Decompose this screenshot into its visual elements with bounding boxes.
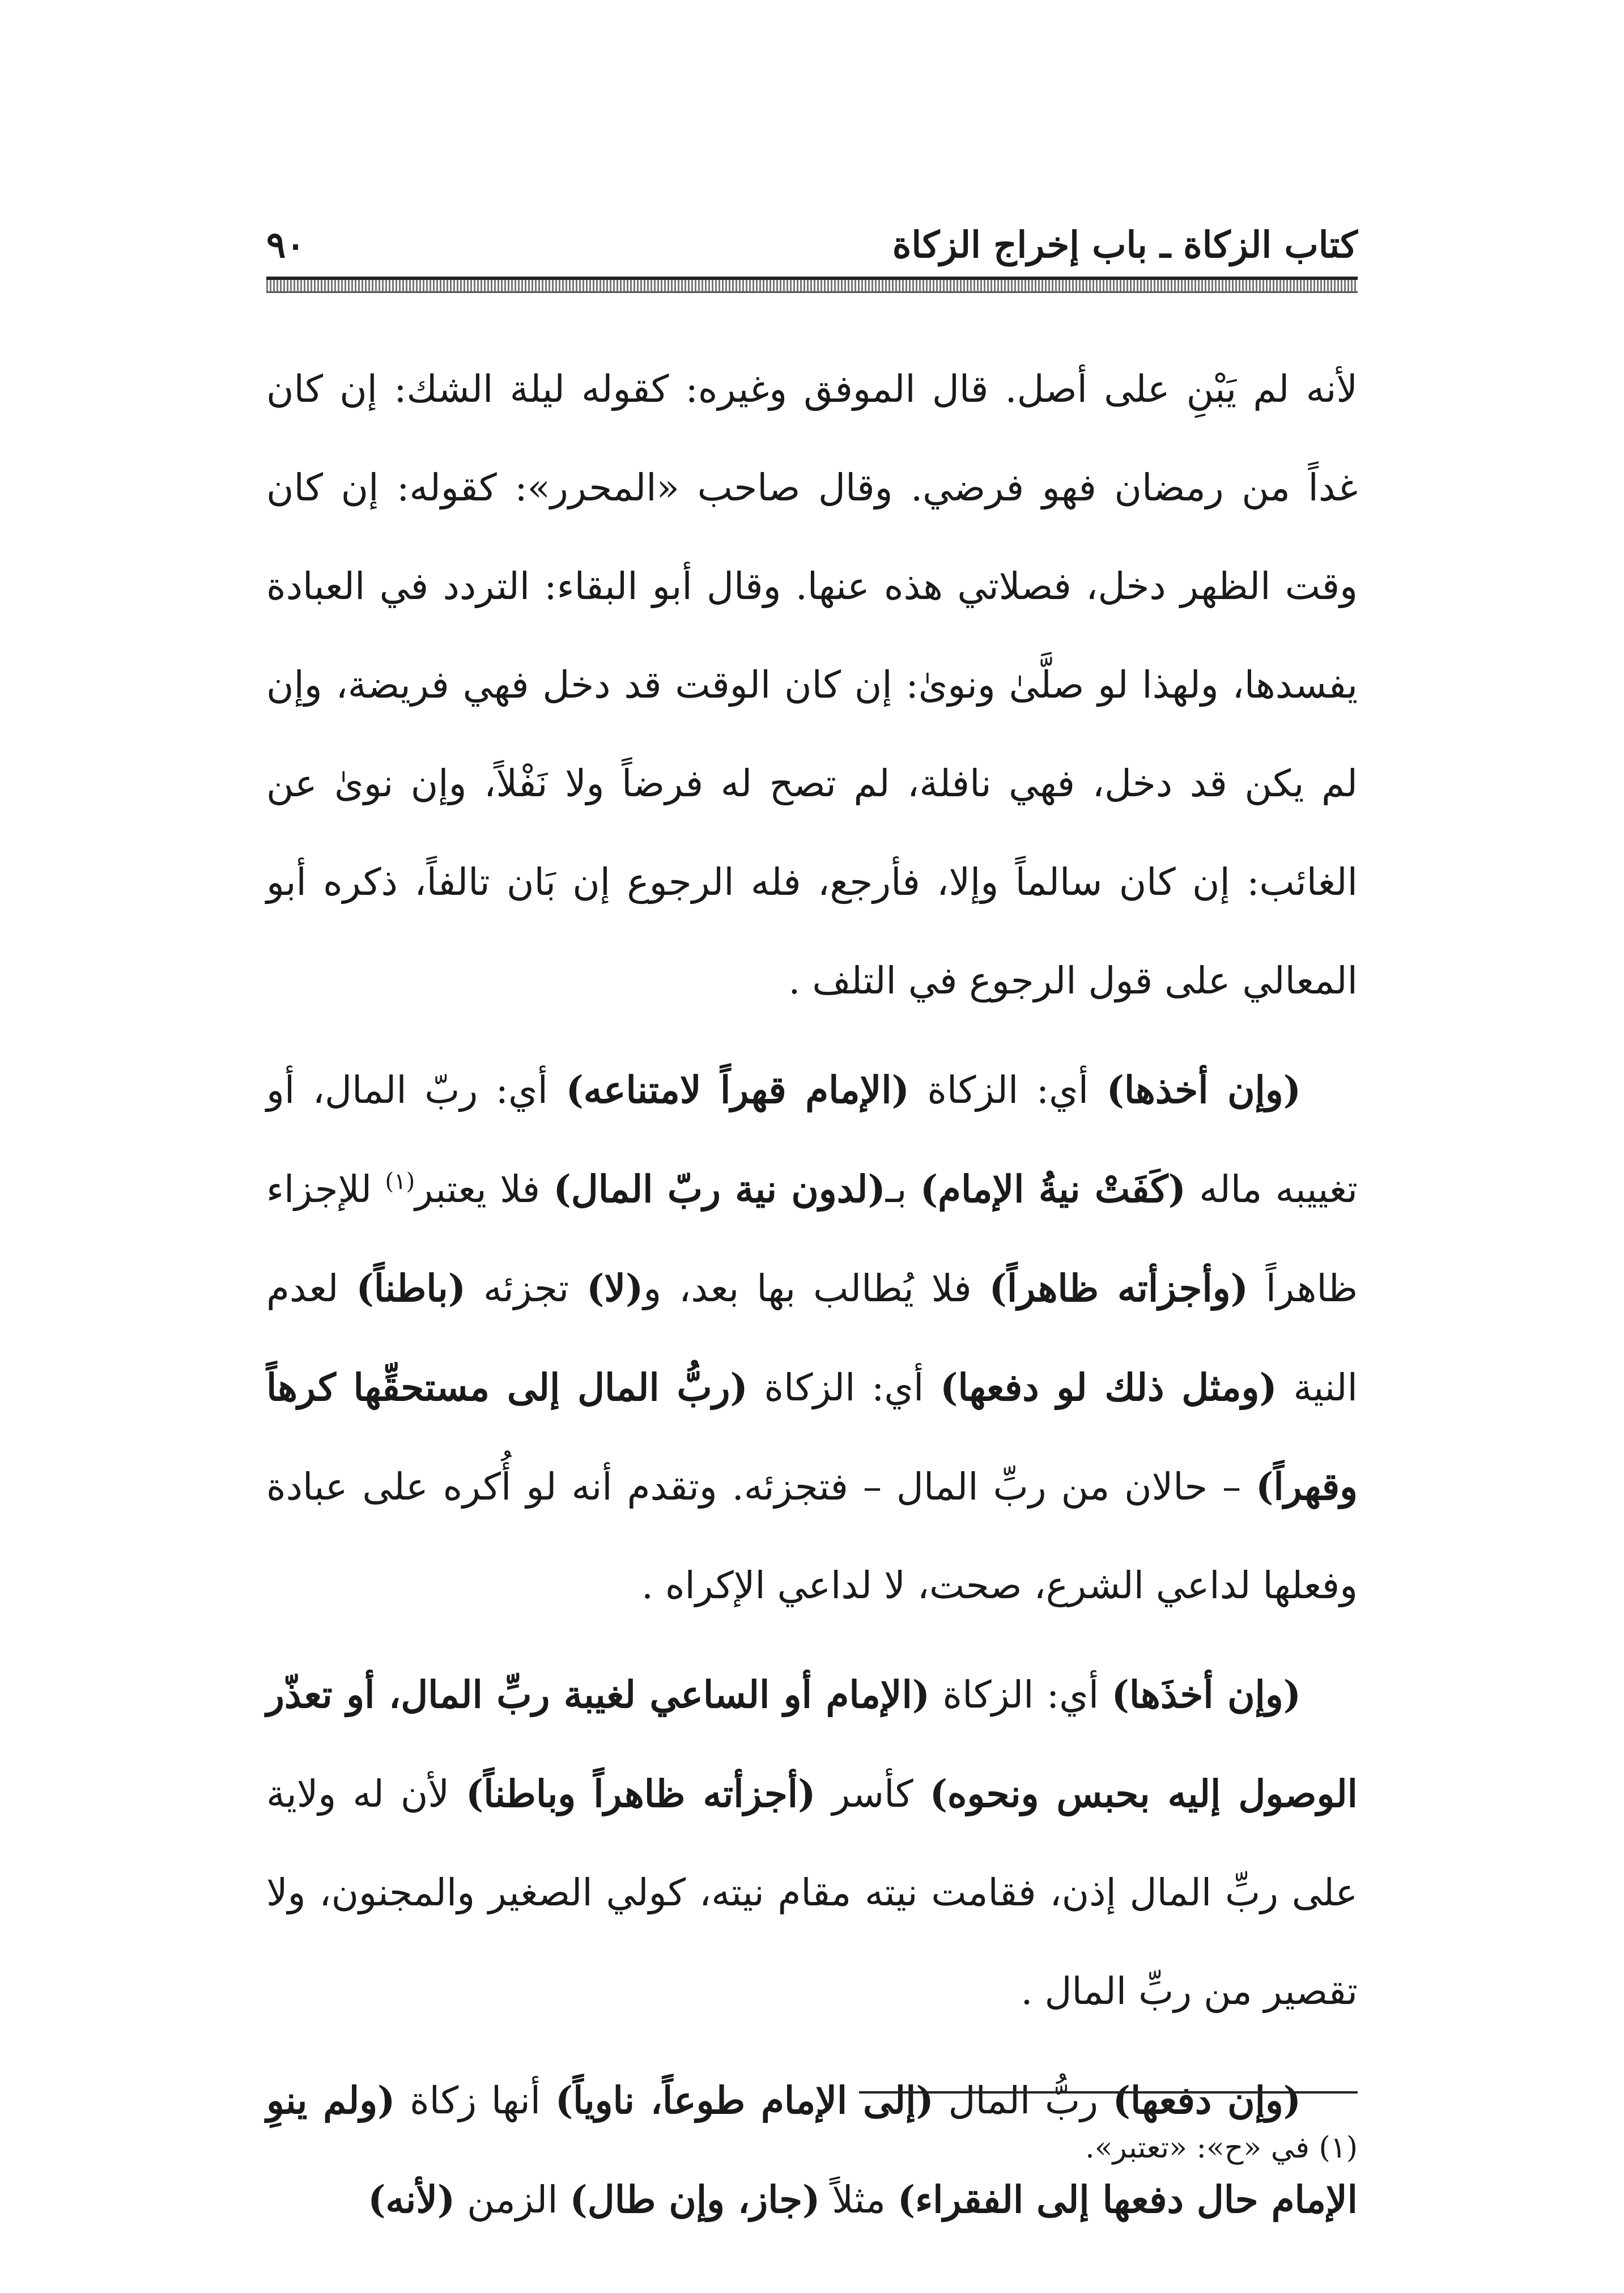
matn-text: (لأنه) xyxy=(368,2177,456,2222)
running-header xyxy=(266,204,1358,266)
paragraph xyxy=(266,1041,1358,1635)
matn-text: (وأجزأته ظاهراً) xyxy=(989,1266,1248,1310)
matn-text: (باطناً) xyxy=(356,1266,466,1310)
matn-text: (إلى الإمام طوعاً، ناوياً) xyxy=(555,2078,934,2122)
body-text xyxy=(266,340,1358,2260)
commentary-text: لعدم النية xyxy=(266,1267,1358,1409)
paragraph xyxy=(266,1645,1358,2041)
matn-text: (جاز، وإن طال) xyxy=(569,2177,820,2222)
commentary-text: لأن له ولاية على ربِّ المال إذن، فقامت نيته مقام نيته، كولي الصغير والمجنون، ولا تقصير من ربِّ المال . xyxy=(266,1772,1358,2013)
commentary-text: فلا يُطالب بها بعد، و xyxy=(643,1267,989,1310)
commentary-text: أنها زكاة xyxy=(395,2079,555,2122)
commentary-text: أي: ربّ المال، أو تغييبه ماله xyxy=(266,1068,1358,1211)
matn-text: (وإن دفعها) xyxy=(1112,2078,1302,2122)
matn-text: (وإن أخذها) xyxy=(1106,1068,1301,1112)
matn-text: (ربُّ المال إلى مستحقِّها كرهاً وقهراً) xyxy=(266,1365,1358,1509)
matn-text: (أجزأته ظاهراً وباطناً) xyxy=(466,1772,816,1816)
matn-text: (ولم ينوِ الإمام حال دفعها إلى الفقراء) xyxy=(266,2078,1358,2222)
footnote-rule xyxy=(859,2091,1358,2094)
commentary-text: فلا يعتبر xyxy=(415,1167,554,1211)
commentary-text: لأنه لم يَبْنِ على أصل. قال الموفق وغيره: كقوله ليلة الشك: إن كان غداً من رمضان فهو فرضي. وقال صاحب «المحرر»: كقوله: إن كان وقت الظهر دخل، فصلاتي هذه عنها. وقال أبو البقاء: التردد في العبادة يفسدها، ولهذا لو صلَّىٰ ونوىٰ: إن كان الوقت قد دخل فهي فريضة، وإن لم يكن قد دخل، فهي نافلة، لم تصح له فرضاً ولا نَفْلاً، وإن نوىٰ عن الغائب: إن كان سالماً وإلا، فأرجع، فله الرجوع إن بَان تالفاً، ذكره أبو المعالي على قول الرجوع في التلف . xyxy=(266,367,1358,1003)
matn-text: (كَفَتْ نيةُ الإمام) xyxy=(920,1167,1186,1211)
header-rule xyxy=(266,277,1358,293)
matn-text: (وإن أخذَها) xyxy=(1111,1672,1301,1717)
footnote: (١) في «ح»: «تعتبر». xyxy=(1085,2131,1358,2165)
commentary-text: – حالان من ربِّ المال – فتجزئه. وتقدم أنه لو أُكره على عبادة وفعلها لداعي الشرع، صحت، لا لداعي الإكراه . xyxy=(266,1465,1358,1607)
matn-text: (الإمام قهراً لامتناعه) xyxy=(566,1068,909,1112)
footnote-marker: (١) xyxy=(385,1169,415,1195)
commentary-text: الزمن xyxy=(455,2178,570,2222)
commentary-text: تجزئه xyxy=(465,1267,587,1310)
commentary-text: أي: الزكاة xyxy=(909,1068,1107,1112)
commentary-text: ربُّ المال xyxy=(933,2079,1113,2122)
commentary-text: للإجزاء ظاهراً xyxy=(266,1167,1358,1310)
commentary-text: أي: الزكاة xyxy=(747,1366,941,1409)
commentary-text: بـ xyxy=(885,1167,920,1211)
matn-text: (لا) xyxy=(586,1266,644,1310)
matn-text: (لدون نية ربّ المال) xyxy=(553,1167,886,1211)
matn-text: (ومثل ذلك لو دفعها) xyxy=(940,1365,1277,1409)
page-number: ٩٠ xyxy=(266,224,305,266)
commentary-text: مثلاً xyxy=(820,2178,898,2222)
paragraph xyxy=(266,340,1358,1030)
matn-text: (الإمام أو الساعي لغيبة ربِّ المال، أو تعذّر الوصول إليه بحبس ونحوه) xyxy=(266,1672,1358,1816)
header-title: كتاب الزكاة ـ باب إخراج الزكاة xyxy=(892,224,1358,266)
commentary-text: أي: الزكاة xyxy=(930,1673,1112,1717)
commentary-text: كأسر xyxy=(815,1772,930,1816)
